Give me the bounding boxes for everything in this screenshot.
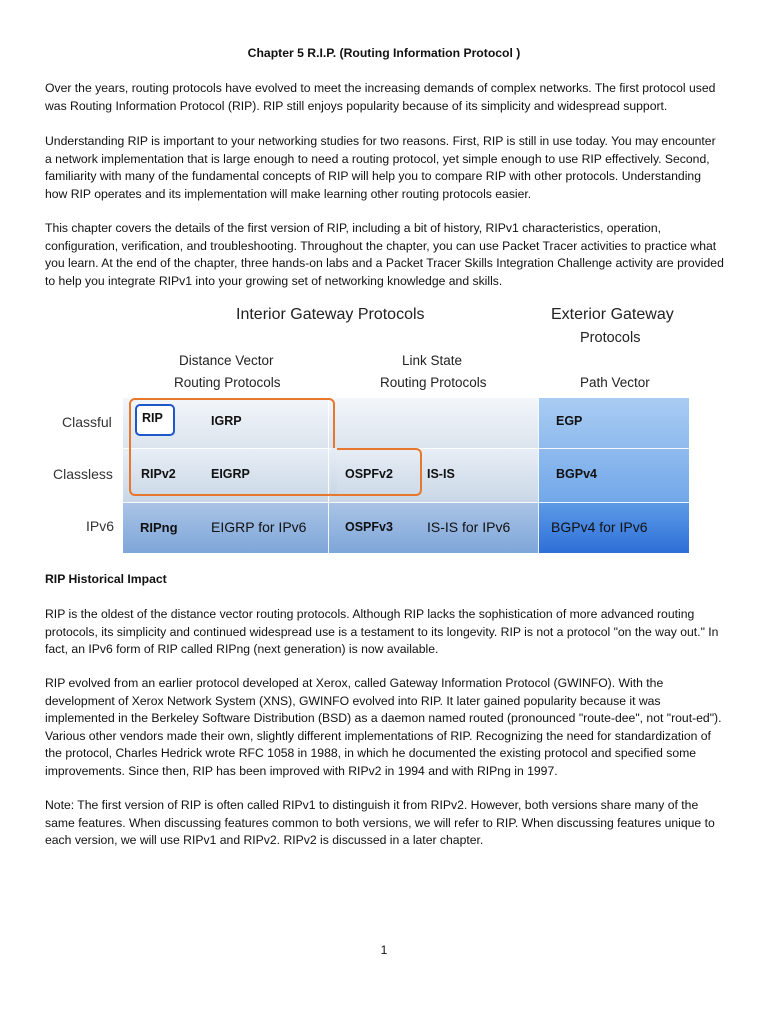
igp-header: Interior Gateway Protocols — [236, 306, 425, 323]
cell-isis-ipv6: IS-IS for IPv6 — [427, 519, 511, 535]
egp-header-line1: Exterior Gateway — [551, 306, 674, 323]
cell-bgpv4-ipv6: BGPv4 for IPv6 — [551, 519, 648, 535]
link-state-sublabel: Routing Protocols — [380, 375, 487, 390]
egp-header-line2: Protocols — [580, 330, 641, 346]
cell-ospfv2: OSPFv2 — [345, 467, 393, 481]
cell-eigrp: EIGRP — [211, 467, 250, 481]
rip-highlight — [135, 404, 175, 436]
row-label-classful: Classful — [62, 414, 112, 430]
grid-divider — [538, 398, 539, 553]
routing-protocols-figure — [45, 296, 705, 564]
cell-eigrp-ipv6: EIGRP for IPv6 — [211, 519, 307, 535]
paragraph-chapter-overview: This chapter covers the details of the first version of RIP, including a bit of history, RIPv1 characteristics, operation, configuration, verification, and troubleshooting. Throughout the chapter, you can use Packet Tracer activities to practice what you learn. At the end of the chapter, three hands-on labs and a Packet Tracer Skills Integration Challenge activity are provided to help you integrate RIPv1 into your growing set of networking knowledge and skills. — [45, 221, 724, 288]
cell-ripng: RIPng — [140, 520, 178, 535]
grid-divider — [123, 502, 689, 503]
cell-ripv2: RIPv2 — [141, 467, 176, 481]
link-state-highlight — [331, 448, 422, 496]
page-number: 1 — [380, 943, 388, 957]
row-label-classless: Classless — [53, 466, 113, 482]
row-label-ipv6: IPv6 — [86, 518, 115, 534]
highlight-joint — [331, 448, 337, 494]
cell-igrp: IGRP — [211, 414, 242, 428]
cell-isis: IS-IS — [427, 467, 455, 481]
cell-rip: RIP — [142, 411, 163, 425]
cell-ospfv3: OSPFv3 — [345, 520, 393, 534]
path-vector-label: Path Vector — [580, 375, 650, 390]
cell-egp: EGP — [556, 414, 583, 428]
cell-bgpv4: BGPv4 — [556, 467, 597, 481]
paragraph-evolution: RIP evolved from an earlier protocol developed at Xerox, called Gateway Information Protocol (GWINFO). With the development of Xerox Network System (XNS), GWINFO evolved into RIP. It later gained popularity because it was implemented in the Berkeley Software Distribution (BSD) as a daemon named routed (pronounced "route-dee", not "rout-ed"). Various other vendors made their own, slightly different implementations of RIP. Recognizing the need for standardization of the protocol, Charles Hedrick wrote RFC 1058 in 1988, in which he documented the existing protocol and specified some improvements. Since then, RIP has been improved with RIPv2 in 1994 and with RIPng in 1997. — [45, 676, 722, 778]
distance-vector-label: Distance Vector — [179, 353, 274, 368]
paragraph-importance: Understanding RIP is important to your networking studies for two reasons. First, RIP is still in use today. You may encounter a network implementation that is large enough to need a routing protocol, yet simple enough to use RIP effectively. Second, familiarity with many of the fundamental concepts of RIP will help you to compare RIP with other protocols. Understanding how RIP operates and its implementation will make learning other routing protocols easier. — [45, 134, 716, 201]
link-state-label: Link State — [402, 353, 463, 368]
chapter-heading: Chapter 5 R.I.P. (Routing Information Protocol ) — [247, 46, 521, 60]
distance-vector-sublabel: Routing Protocols — [174, 375, 281, 390]
paragraph-intro: Over the years, routing protocols have evolved to meet the increasing demands of complex networks. The first protocol used was Routing Information Protocol (RIP). RIP still enjoys popularity because of its simplicity and widespread support. — [45, 81, 716, 113]
paragraph-historical-impact: RIP is the oldest of the distance vector routing protocols. Although RIP lacks the sophistication of more advanced routing protocols, its simplicity and continued widespread use is a testament to its longevity. RIP is not a protocol "on the way out." In fact, an IPv6 form of RIP called RIPng (next generation) is now available. — [45, 607, 719, 657]
paragraph-note: Note: The first version of RIP is often called RIPv1 to distinguish it from RIPv2. However, both versions share many of the same features. When discussing features common to both versions, we will refer to RIP. When discussing features unique to each version, we will use RIPv1 and RIPv2. RIPv2 is discussed in a later chapter. — [45, 798, 715, 848]
section-heading: RIP Historical Impact — [45, 572, 167, 586]
